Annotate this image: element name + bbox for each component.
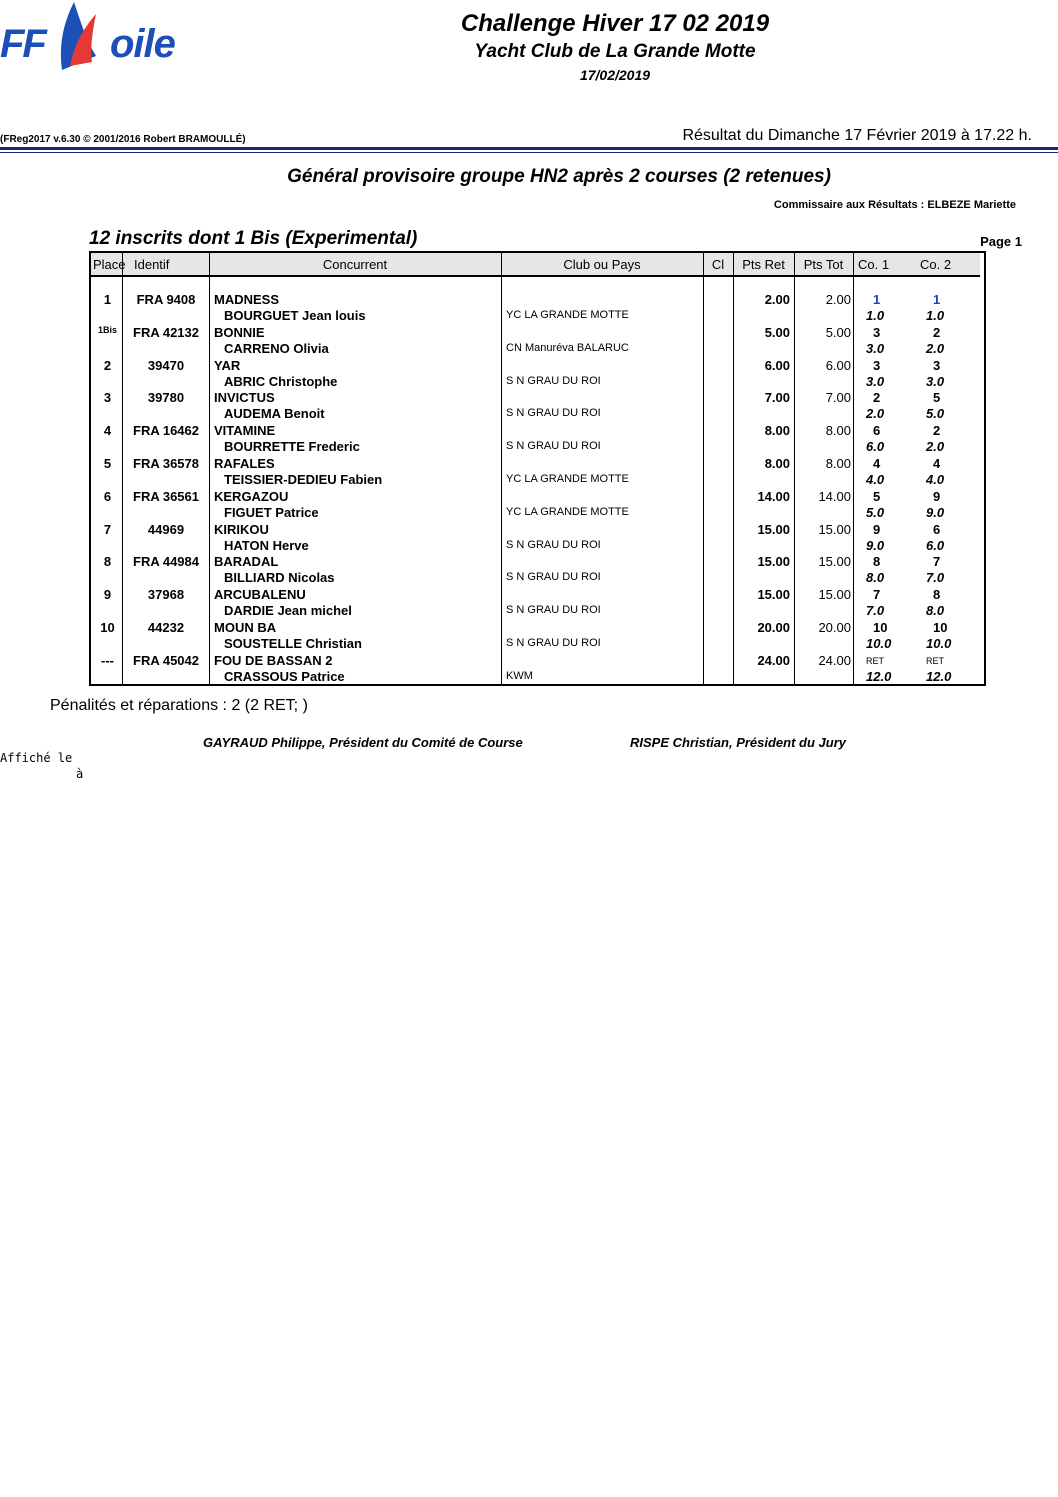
points-total: 20.00: [818, 620, 851, 635]
entries-count: 12 inscrits dont 1 Bis (Experimental): [89, 228, 418, 249]
identif-cell: 44969: [147, 521, 185, 537]
race2-rank: 2: [933, 423, 941, 439]
place-cell: 10: [100, 620, 115, 635]
points-retained: 15.00: [757, 554, 790, 570]
skipper-name: BILLIARD Nicolas: [224, 570, 335, 586]
club-name: S N GRAU DU ROI: [506, 604, 601, 617]
race2-points: 12.0: [926, 668, 952, 684]
points-retained: 5.00: [764, 324, 790, 340]
column-divider: [122, 253, 123, 684]
points-retained: 7.00: [764, 390, 790, 406]
software-copyright: (FReg2017 v.6.30 © 2001/2016 Robert BRAMOULLÉ): [0, 134, 246, 145]
club-name: YC LA GRANDE MOTTE: [506, 473, 629, 485]
identif-cell: 39780: [147, 390, 185, 406]
place-cell: 9: [103, 587, 112, 603]
boat-name: MADNESS: [214, 292, 280, 307]
points-total: 24.00: [818, 652, 851, 668]
signature-jury: RISPE Christian, Président du Jury: [630, 735, 846, 750]
club-title: Yacht Club de La Grande Motte: [474, 41, 756, 62]
column-divider: [209, 253, 210, 684]
column-header: Co. 2: [920, 257, 952, 272]
race1-rank: 5: [873, 488, 881, 504]
boat-name: RAFALES: [214, 456, 275, 471]
result-timestamp: Résultat du Dimanche 17 Février 2019 à 17.22 h.: [682, 127, 1032, 144]
boat-name: BONNIE: [214, 324, 265, 340]
place-cell: 6: [103, 488, 112, 504]
points-total: 5.00: [825, 324, 851, 340]
race1-points: 4.0: [866, 472, 885, 487]
club-name: KWM: [506, 669, 533, 682]
race2-points: 2.0: [926, 340, 945, 356]
place-cell: 8: [103, 554, 112, 570]
race1-rank: 3: [873, 357, 881, 373]
skipper-name: FIGUET Patrice: [224, 504, 319, 520]
boat-name: KIRIKOU: [214, 521, 269, 537]
column-header: Cl: [711, 257, 725, 272]
points-retained: 15.00: [757, 521, 790, 537]
club-name: S N GRAU DU ROI: [506, 374, 601, 387]
place-cell: 2: [103, 357, 112, 373]
race1-rank: 2: [873, 390, 881, 406]
identif-cell: FRA 16462: [133, 423, 199, 439]
column-divider: [703, 253, 704, 684]
column-header: Pts Tot: [803, 257, 844, 272]
race2-rank: 2: [933, 324, 941, 340]
points-retained: 14.00: [757, 488, 790, 504]
club-name: YC LA GRANDE MOTTE: [506, 309, 629, 321]
identif-cell: FRA 36578: [133, 456, 199, 471]
points-total: 6.00: [825, 357, 851, 373]
column-header: Place: [93, 257, 126, 272]
event-date: 17/02/2019: [579, 67, 651, 83]
points-retained: 6.00: [764, 357, 790, 373]
club-name: CN Manuréva BALARUC: [506, 341, 629, 354]
place-cell: 7: [103, 521, 112, 537]
race1-points: 1.0: [866, 308, 885, 323]
club-name: YC LA GRANDE MOTTE: [506, 505, 629, 518]
identif-cell: FRA 9408: [136, 292, 196, 307]
race2-points: 3.0: [926, 373, 945, 389]
points-retained: 20.00: [757, 620, 790, 635]
boat-name: MOUN BA: [214, 620, 277, 635]
table-header-divider: [91, 275, 980, 277]
penalties-summary: Pénalités et réparations : 2 (2 RET; ): [50, 697, 308, 714]
skipper-name: BOURRETTE Frederic: [224, 439, 360, 455]
race1-rank: 8: [873, 554, 881, 570]
boat-name: YAR: [214, 357, 241, 373]
skipper-name: CARRENO Olivia: [224, 340, 329, 356]
points-total: 8.00: [825, 423, 851, 439]
race2-points: 5.0: [926, 406, 945, 422]
boat-name: KERGAZOU: [214, 488, 289, 504]
commissaire-label: Commissaire aux Résultats : ELBEZE Mariette: [773, 199, 1016, 211]
identif-cell: FRA 36561: [133, 488, 199, 504]
posted-at-label: à: [76, 767, 84, 781]
place-cell: 5: [103, 456, 112, 471]
event-title: Challenge Hiver 17 02 2019: [460, 10, 770, 37]
race1-rank: 3: [873, 324, 881, 340]
points-total: 15.00: [818, 587, 851, 603]
ranking-subtitle: Général provisoire groupe HN2 après 2 courses (2 retenues): [287, 166, 831, 187]
race1-points: 3.0: [866, 373, 885, 389]
race1-points: 5.0: [866, 504, 885, 520]
identif-cell: FRA 45042: [133, 652, 199, 668]
points-retained: 2.00: [764, 292, 790, 307]
points-total: 15.00: [818, 554, 851, 570]
points-total: 15.00: [818, 521, 851, 537]
race1-rank: 9: [873, 521, 881, 537]
page-number: Page 1: [980, 234, 1022, 249]
skipper-name: TEISSIER-DEDIEU Fabien: [224, 472, 383, 487]
logo-text-ff: FF: [0, 22, 45, 66]
boat-name: ARCUBALENU: [214, 587, 306, 603]
posted-on-label: Affiché le: [0, 751, 73, 765]
place-cell: 3: [103, 390, 112, 406]
race2-rank: 3: [933, 357, 941, 373]
identif-cell: FRA 42132: [133, 324, 199, 340]
place-cell: 4: [103, 423, 112, 439]
column-header: Club ou Pays: [563, 257, 641, 272]
race2-rank: 9: [933, 488, 941, 504]
race1-points: 7.0: [866, 603, 885, 619]
points-retained: 24.00: [757, 652, 790, 668]
club-name: S N GRAU DU ROI: [506, 407, 601, 420]
place-cell: 1Bis: [97, 324, 117, 335]
skipper-name: BOURGUET Jean louis: [224, 308, 366, 323]
column-header: Pts Ret: [742, 257, 785, 272]
race1-points: 12.0: [866, 668, 892, 684]
race2-points: 10.0: [926, 636, 952, 651]
boat-name: VITAMINE: [214, 423, 276, 439]
race2-rank: 4: [933, 456, 941, 471]
column-header: Identif: [134, 257, 170, 272]
header-divider: [0, 147, 1058, 150]
race2-rank: 7: [933, 554, 941, 570]
points-retained: 15.00: [757, 587, 790, 603]
race1-points: 6.0: [866, 439, 885, 455]
identif-cell: 44232: [147, 620, 185, 635]
points-total: 7.00: [825, 390, 851, 406]
club-name: S N GRAU DU ROI: [506, 538, 601, 551]
race2-rank: RET: [926, 655, 944, 666]
identif-cell: FRA 44984: [133, 554, 199, 570]
race1-rank: 4: [873, 456, 881, 471]
race2-points: 2.0: [926, 439, 945, 455]
race2-points: 7.0: [926, 570, 945, 586]
column-header: Co. 1: [858, 257, 890, 272]
skipper-name: CRASSOUS Patrice: [224, 668, 345, 684]
signature-race-committee: GAYRAUD Philippe, Président du Comité de Course: [203, 735, 523, 750]
race2-rank: 8: [933, 587, 941, 603]
race1-rank: 1: [873, 292, 881, 307]
skipper-name: ABRIC Christophe: [224, 373, 338, 389]
race2-points: 6.0: [926, 537, 945, 553]
boat-name: INVICTUS: [214, 390, 275, 406]
place-cell: 1: [103, 292, 112, 307]
race1-points: 10.0: [866, 636, 892, 651]
points-total: 2.00: [825, 292, 851, 307]
race2-points: 1.0: [926, 308, 945, 323]
column-header: Concurrent: [322, 257, 388, 272]
header-divider-thin: [0, 152, 1058, 153]
race1-rank: 7: [873, 587, 881, 603]
ffvoile-logo: [0, 0, 180, 72]
race1-rank: RET: [866, 655, 884, 666]
points-total: 8.00: [825, 456, 851, 471]
race2-points: 9.0: [926, 504, 945, 520]
identif-cell: 39470: [147, 357, 185, 373]
points-total: 14.00: [818, 488, 851, 504]
skipper-name: AUDEMA Benoit: [224, 406, 325, 422]
race1-points: 3.0: [866, 340, 885, 356]
points-retained: 8.00: [764, 423, 790, 439]
column-divider: [501, 253, 502, 684]
skipper-name: HATON Herve: [224, 537, 309, 553]
boat-name: FOU DE BASSAN 2: [214, 652, 333, 668]
race1-rank: 10: [873, 620, 888, 635]
skipper-name: DARDIE Jean michel: [224, 603, 352, 619]
race2-rank: 6: [933, 521, 941, 537]
race2-points: 8.0: [926, 603, 945, 619]
race1-points: 2.0: [866, 406, 885, 422]
race2-rank: 1: [933, 292, 941, 307]
club-name: S N GRAU DU ROI: [506, 440, 601, 453]
club-name: S N GRAU DU ROI: [506, 571, 601, 584]
boat-name: BARADAL: [214, 554, 279, 570]
identif-cell: 37968: [147, 587, 185, 603]
skipper-name: SOUSTELLE Christian: [224, 636, 362, 651]
place-cell: ---: [101, 652, 114, 668]
points-retained: 8.00: [764, 456, 790, 471]
club-name: S N GRAU DU ROI: [506, 637, 601, 649]
race2-points: 4.0: [926, 472, 945, 487]
logo-text-oile: oile: [110, 22, 175, 66]
race2-rank: 10: [933, 620, 948, 635]
race2-rank: 5: [933, 390, 941, 406]
race1-points: 9.0: [866, 537, 885, 553]
race1-rank: 6: [873, 423, 881, 439]
race1-points: 8.0: [866, 570, 885, 586]
column-divider: [853, 253, 854, 684]
